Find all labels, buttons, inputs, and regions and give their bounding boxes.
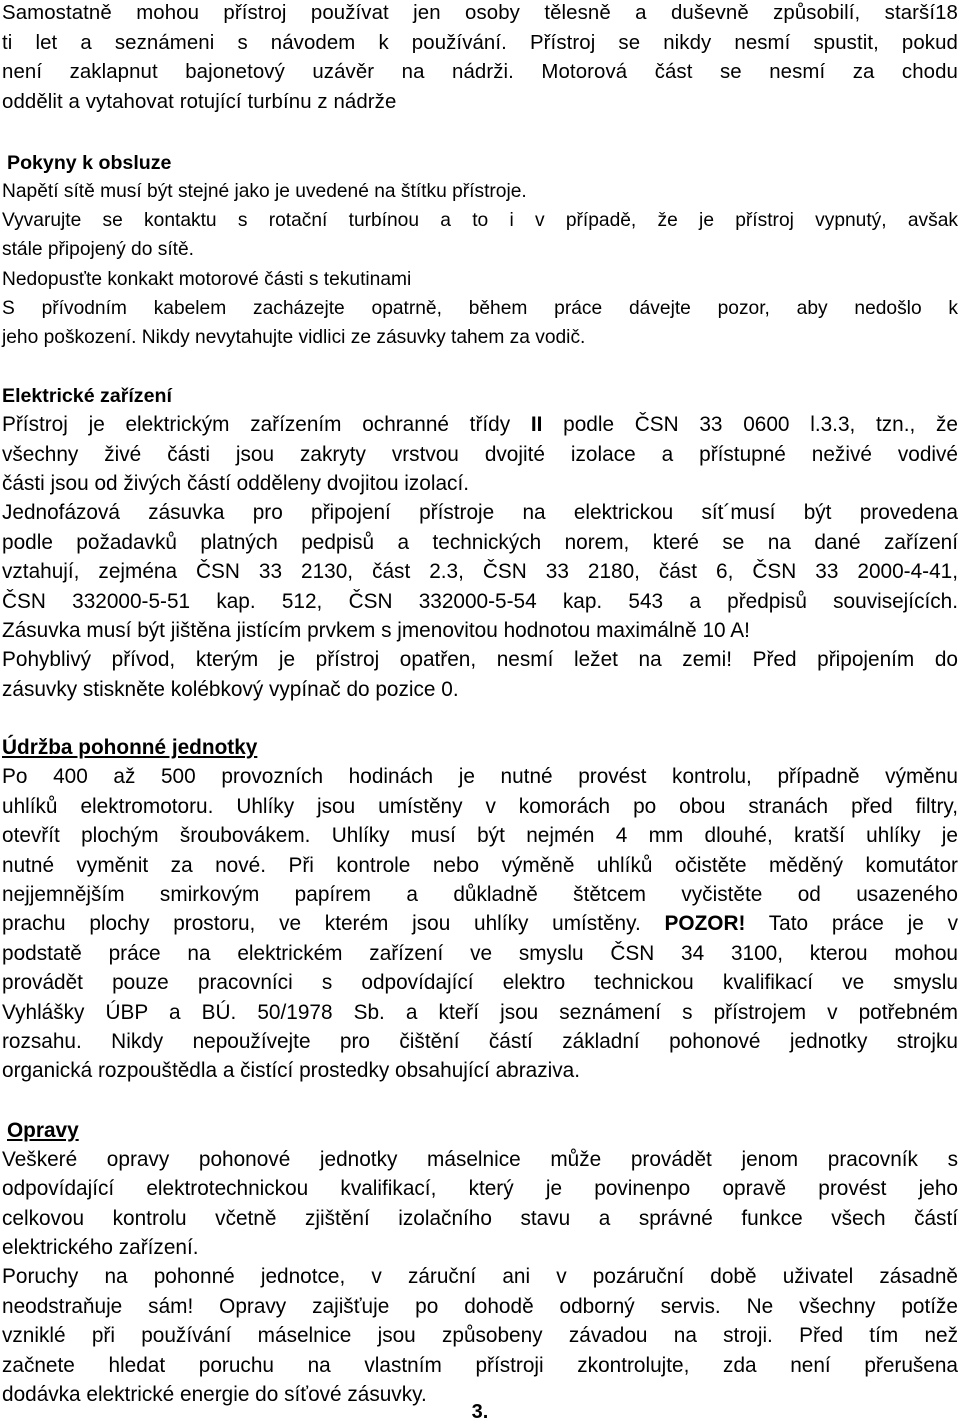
body-text: Přístroj je elektrickým zařízením ochranné třídy [2,413,531,437]
body-line: uhlíků elektromotoru. Uhlíky jsou umístěny v komorách po obou stranách před filtry, [2,794,958,818]
body-line: Nedopusťte konkakt motorové části s tekutinami [2,268,412,290]
body-line: organická rozpouštědla a čistící prostedky obsahující abraziva. [2,1059,580,1083]
body-line: Vyhlášky ÚBP a BÚ. 50/1978 Sb. a kteří jsou seznámení s přístrojem v potřebném [2,1000,958,1024]
intro-line: není zaklapnut bajonetový uzávěr na nádrži. Motorová část se nesmí za chodu [2,61,958,83]
body-line: začnete hledat poruchu na vlastním přístroji zkontrolujte, zda není přerušena [2,1353,958,1377]
section-body [2,410,958,704]
body-text: , že [909,413,958,437]
body-line: jeho poškození. Nikdy nevytahujte vidlici ze zásuvky tahem za vodič. [2,327,586,349]
body-line: vztahují, zejména ČSN 33 2130, část 2.3, ČSN 33 2180, část 6, ČSN 33 2000-4-41, [2,560,958,584]
body-line [2,410,958,439]
body-line: nutné vyměnit za nové. Při kontrole nebo výměně uhlíků očistěte měděný komutátor [2,853,958,877]
intro-line: oddělit a vytahovat rotující turbínu z nádrže [2,90,397,113]
body-line: S přívodním kabelem zacházejte opatrně, během práce dávejte pozor, aby nedošlo k [2,297,958,319]
body-line: rozsahu. Nikdy nepoužívejte pro čištění částí základní pohonové jednotky strojku [2,1029,958,1053]
body-line: Napětí sítě musí být stejné jako je uvedené na štítku přístroje. [2,181,527,202]
section-electrical-equipment [2,382,958,704]
body-line: podle požadavků platných pedpisů a technických norem, které se na dané zařízení [2,530,958,554]
body-line: celkovou kontrolu včetně zjištění izolačního stavu a správné funkce všech částí [2,1206,958,1230]
intro-line: Samostatně mohou přístroj používat jen osoby tělesně a duševně způsobilí, starší18 [2,2,958,24]
body-line: Zásuvka musí být jištěna jistícím prvkem s jmenovitou hodnotou maximálně 10 A! [2,619,750,643]
body-line: Poruchy na pohonné jednotce, v záruční ani v pozáruční době uživatel zásadně [2,1265,958,1289]
body-text: prachu plochy prostoru, ve kterém jsou uhlíky umístěny. [2,912,665,936]
protection-class: II [530,413,543,437]
body-line: podstatě práce na elektrickém zařízení ve smyslu ČSN 34 3100, kterou mohou [2,941,958,965]
section-repairs [2,1116,958,1410]
section-heading: Údržba pohonné jednotky [2,736,258,760]
body-line: všechny živé části jsou zakryty vrstvou dvojité izolace a přístupné neživé vodivé [2,442,958,466]
section-heading: Elektrické zařízení [2,385,172,408]
body-line: otevřít plochým šroubovákem. Uhlíky musí být nejmén 4 mm dlouhé, kratší uhlíky je [2,824,958,848]
body-line: Pohyblivý přívod, kterým je přístroj opatřen, nesmí ležet na zemi! Před připojením do [2,648,958,672]
body-line: Vyvarujte se kontaktu s rotační turbínou a to i v případě, že je přístroj vypnutý, avšak [2,210,958,232]
section-operating-instructions [2,149,958,352]
body-line: dodávka elektrické energie do síťové zásuvky. [2,1383,427,1406]
body-line [2,909,958,938]
body-line: elektrického zařízení. [2,1235,199,1259]
body-line: neodstraňuje sám! Opravy zajišťuje po dohodě odborný servis. Ne všechny potíže [2,1294,958,1318]
page-number: 3. [471,1401,489,1423]
body-line: Po 400 až 500 provozních hodinách je nutné provést kontrolu, případně výměnu [2,765,958,789]
section-body [2,177,958,352]
section-body [2,1145,958,1410]
section-heading: Opravy [7,1118,79,1142]
intro-paragraph [2,0,958,117]
body-line: Jednofázová zásuvka pro připojení přístroje na elektrickou sít´musí být provedena [2,501,958,525]
section-body [2,762,958,1085]
section-maintenance [2,733,958,1085]
body-line: části jsou od živých částí odděleny dvojitou izolací. [2,472,470,496]
body-line: zásuvky stiskněte kolébkový vypínač do pozice 0. [2,677,459,701]
body-line: odpovídající elektrotechnickou kvalifikací, který je povinenpo opravě provést jeho [2,1177,958,1201]
body-line: ČSN 332000-5-51 kap. 512, ČSN 332000-5-54 kap. 543 a předpisů souvisejících. [2,589,958,613]
body-line: provádět pouze pracovníci s odpovídající elektro technickou kvalifikací ve smyslu [2,971,958,995]
body-text: Tato práce je v [745,912,958,936]
warning-text: POZOR! [664,912,746,936]
body-text: podle ČSN 33 0600 l.3.3, tzn. [542,413,910,437]
body-line: stále připojený do sítě. [2,239,194,261]
body-line: nejjemnějším smirkovým papírem a důkladně štětcem vyčistěte od usazeného [2,882,958,906]
body-line: Veškeré opravy pohonové jednotky máselnice může provádět jenom pracovník s [2,1147,958,1171]
intro-line: ti let a seznámeni s návodem k používání. Přístroj se nikdy nesmí spustit, pokud [2,31,958,54]
section-heading: Pokyny k obsluze [7,152,172,174]
body-line: vzniklé při používání máselnice jsou způsobeny závadou na stroji. Před tím než [2,1324,958,1348]
